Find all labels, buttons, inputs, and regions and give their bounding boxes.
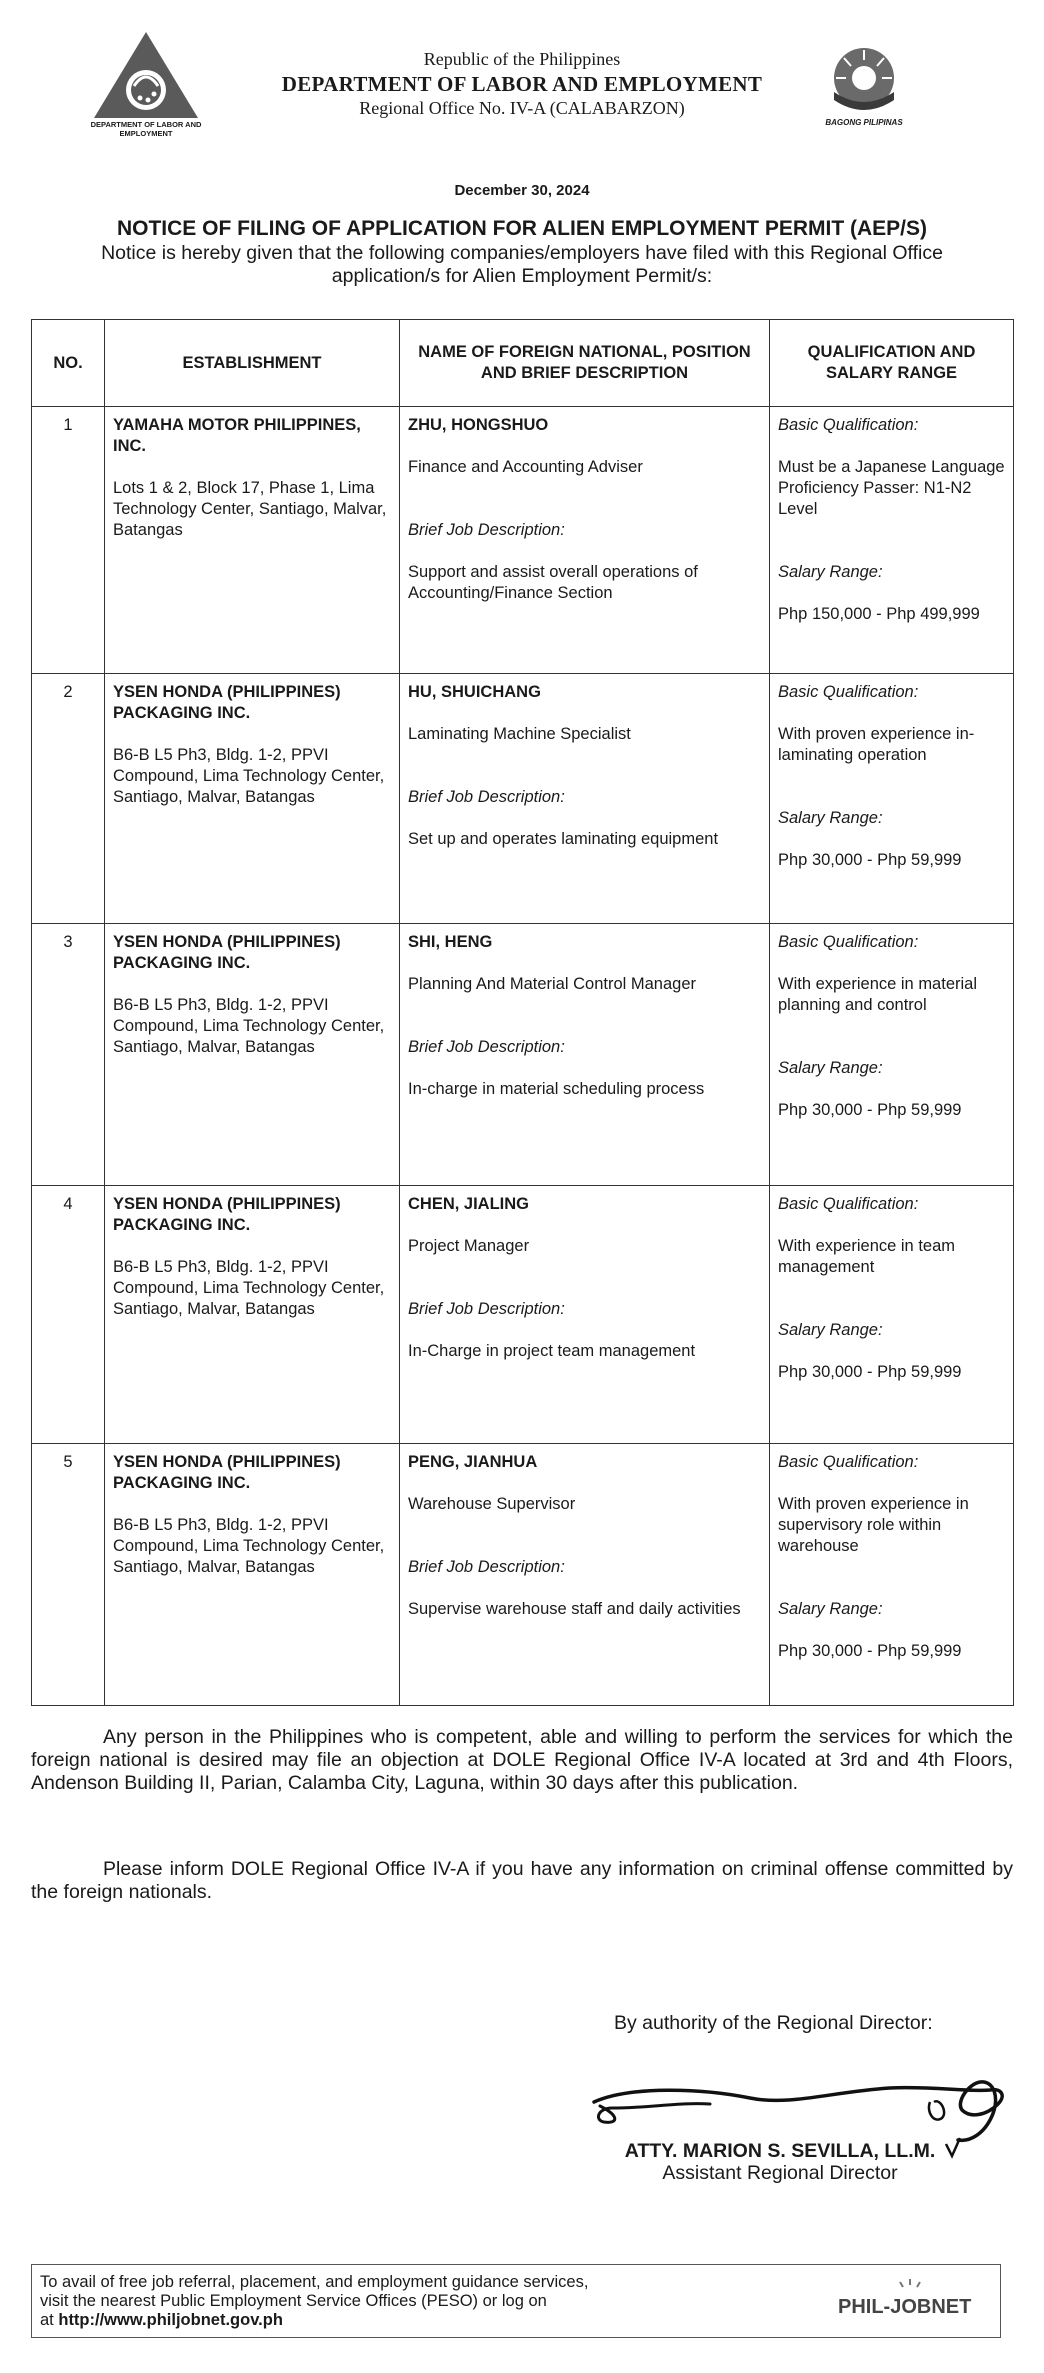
- foreign-national-name: HU, SHUICHANG: [408, 683, 541, 701]
- header-establishment: ESTABLISHMENT: [105, 320, 400, 407]
- qualification-cell: [770, 674, 1014, 924]
- foreign-national-cell: [400, 407, 770, 674]
- foreign-national-name: PENG, JIANHUA: [408, 1453, 538, 1471]
- establishment-cell: [105, 674, 400, 924]
- row-number: 1: [32, 407, 105, 674]
- table-row: [32, 924, 1014, 1186]
- qualification-label: Basic Qualification:: [778, 1453, 919, 1471]
- foreign-national-cell: [400, 1186, 770, 1444]
- header-qualification: QUALIFICATION AND SALARY RANGE: [770, 320, 1014, 407]
- footer-line-3: [40, 2311, 588, 2330]
- signer-block: [560, 2140, 1000, 2184]
- philjobnet-logo-icon: [832, 2275, 982, 2325]
- authority-line: By authority of the Regional Director:: [614, 2012, 933, 2034]
- establishment-address: B6-B L5 Ph3, Bldg. 1-2, PPVI Compound, Lima Technology Center, Santiago, Malvar, Batangas: [113, 1516, 385, 1576]
- foreign-national-cell: [400, 674, 770, 924]
- foreign-national-cell: [400, 924, 770, 1186]
- qualification-text: With experience in material planning and control: [778, 975, 977, 1014]
- dole-seal-icon: [88, 28, 204, 144]
- signer-title: Assistant Regional Director: [662, 2162, 898, 2184]
- row-number: 2: [32, 674, 105, 924]
- footer-line-2: visit the nearest Public Employment Service Offices (PESO) or log on: [40, 2292, 547, 2310]
- salary-range: Php 30,000 - Php 59,999: [778, 1363, 962, 1381]
- right-logo-caption: BAGONG PILIPINAS: [825, 118, 903, 127]
- establishment-address: Lots 1 & 2, Block 17, Phase 1, Lima Technology Center, Santiago, Malvar, Batangas: [113, 479, 387, 539]
- foreign-national-name: ZHU, HONGSHUO: [408, 416, 549, 434]
- footer-line-1: To avail of free job referral, placement, and employment guidance services,: [40, 2273, 589, 2291]
- job-description-label: Brief Job Description:: [408, 1038, 565, 1056]
- qualification-cell: [770, 407, 1014, 674]
- position-title: Warehouse Supervisor: [408, 1495, 576, 1513]
- qualification-text: With proven experience in-laminating operation: [778, 725, 975, 764]
- foreign-national-name: SHI, HENG: [408, 933, 493, 951]
- notice-title: NOTICE OF FILING OF APPLICATION FOR ALIEN EMPLOYMENT PERMIT (AEP/S): [116, 217, 928, 240]
- job-description-label: Brief Job Description:: [408, 521, 565, 539]
- salary-label: Salary Range:: [778, 1321, 883, 1339]
- regional-office: Regional Office No. IV-A (CALABARZON): [359, 98, 685, 118]
- row-number: 5: [32, 1444, 105, 1706]
- notice-date: December 30, 2024: [454, 182, 590, 199]
- establishment-cell: [105, 407, 400, 674]
- row-number: 4: [32, 1186, 105, 1444]
- inform-text: Please inform DOLE Regional Office IV-A if you have any information on criminal offense committed by the foreign nationals.: [31, 1858, 1013, 1903]
- letterhead: [230, 48, 814, 119]
- table-row: [32, 407, 1014, 674]
- job-description: Set up and operates laminating equipment: [408, 830, 719, 848]
- salary-label: Salary Range:: [778, 809, 883, 827]
- job-description: In-Charge in project team management: [408, 1342, 696, 1360]
- establishment-cell: [105, 1444, 400, 1706]
- salary-label: Salary Range:: [778, 1600, 883, 1618]
- inform-paragraph: [31, 1858, 1013, 1904]
- salary-range: Php 30,000 - Php 59,999: [778, 851, 962, 869]
- establishment-address: B6-B L5 Ph3, Bldg. 1-2, PPVI Compound, Lima Technology Center, Santiago, Malvar, Batangas: [113, 1258, 385, 1318]
- objection-text: Any person in the Philippines who is competent, able and willing to perform the services for which the foreign national is desired may file an objection at DOLE Regional Office IV-A located at 3rd and 4th Floors, Andenson Building II, Parian, Calamba City, Laguna, within 30 days after this publication.: [31, 1726, 1013, 1794]
- position-title: Project Manager: [408, 1237, 530, 1255]
- qualification-cell: [770, 924, 1014, 1186]
- aep-table: [31, 319, 1014, 1706]
- establishment-cell: [105, 1186, 400, 1444]
- job-description-label: Brief Job Description:: [408, 788, 565, 806]
- footer-box: [31, 2264, 1001, 2338]
- salary-label: Salary Range:: [778, 563, 883, 581]
- footer-text: [40, 2273, 588, 2330]
- job-description-label: Brief Job Description:: [408, 1558, 565, 1576]
- department-name: DEPARTMENT OF LABOR AND EMPLOYMENT: [281, 72, 763, 96]
- foreign-national-name: CHEN, JIALING: [408, 1195, 530, 1213]
- salary-range: Php 150,000 - Php 499,999: [778, 605, 980, 623]
- qualification-label: Basic Qualification:: [778, 416, 919, 434]
- position-title: Laminating Machine Specialist: [408, 725, 631, 743]
- salary-range: Php 30,000 - Php 59,999: [778, 1101, 962, 1119]
- establishment-name: YSEN HONDA (PHILIPPINES) PACKAGING INC.: [113, 1453, 341, 1492]
- salary-range: Php 30,000 - Php 59,999: [778, 1642, 962, 1660]
- table-row: [32, 1444, 1014, 1706]
- establishment-name: YSEN HONDA (PHILIPPINES) PACKAGING INC.: [113, 933, 341, 972]
- bagong-pilipinas-logo-icon: [814, 36, 914, 136]
- establishment-name: YAMAHA MOTOR PHILIPPINES, INC.: [113, 416, 361, 455]
- qualification-text: With experience in team management: [778, 1237, 955, 1276]
- republic-line: Republic of the Philippines: [423, 49, 621, 69]
- signer-name: ATTY. MARION S. SEVILLA, LL.M.: [624, 2140, 936, 2162]
- philjobnet-logo-text: PHIL-JOBNET: [838, 2296, 972, 2318]
- job-description: Supervise warehouse staff and daily activities: [408, 1600, 741, 1618]
- qualification-text: Must be a Japanese Language Proficiency Passer: N1-N2 Level: [778, 458, 1005, 518]
- notice-intro: Notice is hereby given that the following companies/employers have filed with this Regional Office application/s for Alien Employment Permit/s:: [101, 242, 943, 287]
- left-logo-caption: DEPARTMENT OF LABOR AND EMPLOYMENT: [90, 120, 202, 138]
- position-title: Planning And Material Control Manager: [408, 975, 697, 993]
- job-description: In-charge in material scheduling process: [408, 1080, 705, 1098]
- qualification-cell: [770, 1444, 1014, 1706]
- qualification-label: Basic Qualification:: [778, 1195, 919, 1213]
- establishment-address: B6-B L5 Ph3, Bldg. 1-2, PPVI Compound, Lima Technology Center, Santiago, Malvar, Batangas: [113, 746, 385, 806]
- qualification-label: Basic Qualification:: [778, 683, 919, 701]
- qualification-cell: [770, 1186, 1014, 1444]
- salary-label: Salary Range:: [778, 1059, 883, 1077]
- header-no: NO.: [32, 320, 105, 407]
- establishment-cell: [105, 924, 400, 1186]
- establishment-address: B6-B L5 Ph3, Bldg. 1-2, PPVI Compound, Lima Technology Center, Santiago, Malvar, Batangas: [113, 996, 385, 1056]
- philjobnet-link[interactable]: http://www.philjobnet.gov.ph: [58, 2311, 283, 2329]
- table-header-row: [32, 320, 1014, 407]
- header-foreign-national: NAME OF FOREIGN NATIONAL, POSITION AND BRIEF DESCRIPTION: [400, 320, 770, 407]
- foreign-national-cell: [400, 1444, 770, 1706]
- establishment-name: YSEN HONDA (PHILIPPINES) PACKAGING INC.: [113, 1195, 341, 1234]
- position-title: Finance and Accounting Adviser: [408, 458, 643, 476]
- table-row: [32, 1186, 1014, 1444]
- footer-line-3-prefix: at: [40, 2311, 59, 2329]
- qualification-label: Basic Qualification:: [778, 933, 919, 951]
- job-description-label: Brief Job Description:: [408, 1300, 565, 1318]
- row-number: 3: [32, 924, 105, 1186]
- establishment-name: YSEN HONDA (PHILIPPINES) PACKAGING INC.: [113, 683, 341, 722]
- objection-paragraph: [31, 1726, 1013, 1795]
- table-row: [32, 674, 1014, 924]
- qualification-text: With proven experience in supervisory role within warehouse: [778, 1495, 969, 1555]
- job-description: Support and assist overall operations of Accounting/Finance Section: [408, 563, 698, 602]
